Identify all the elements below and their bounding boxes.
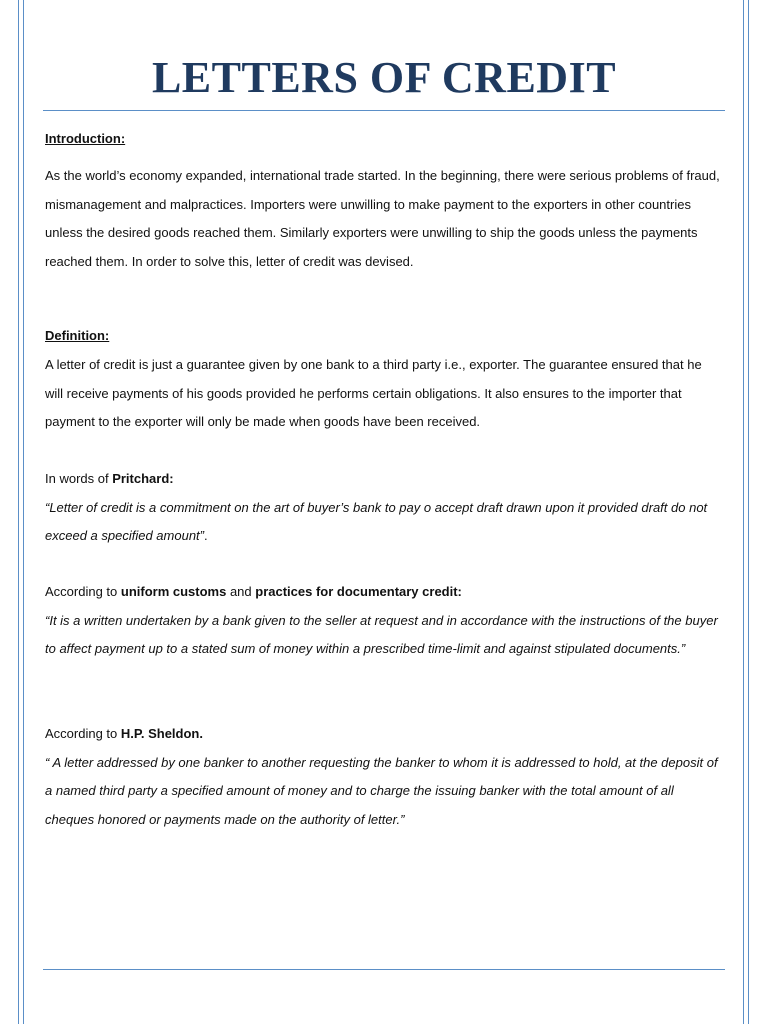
- pritchard-quote-end: .: [203, 528, 208, 543]
- pritchard-quote: “Letter of credit is a commitment on the art of buyer’s bank to pay o accept draft drawn upon it provided draft do not exceed a specified amount”: [45, 499, 708, 543]
- definition-paragraph: A letter of credit is just a guarantee given by one bank to a third party i.e., exporter. The guarantee ensured that he will receive payments of his goods provided he performs certain obligations. It also ensures to the importer that payment to the exporter will only be made when goods have been received.: [45, 357, 702, 429]
- sheldon-section: [45, 720, 721, 834]
- pritchard-intro-line: [45, 465, 721, 494]
- pritchard-section: [45, 465, 721, 551]
- ucp-quote: “It is a written undertaken by a bank given to the seller at request and in accordance with the instructions of the buyer to affect payment up to a stated sum of money within a prescribed time-limit and against stipulated documents.”: [45, 612, 718, 656]
- ucp-intro-line: [45, 578, 721, 607]
- ucp-name-practices: practices for documentary credit:: [255, 584, 462, 599]
- header-rule: [43, 110, 725, 111]
- ucp-name-uniform-customs: uniform customs: [120, 584, 227, 599]
- ucp-and: and: [226, 584, 256, 599]
- pritchard-name: Pritchard:: [112, 471, 174, 486]
- sheldon-name: H.P. Sheldon.: [120, 726, 203, 741]
- pritchard-lead: In words of: [45, 471, 113, 486]
- page-title: LETTERS OF CREDIT: [151, 53, 617, 102]
- sheldon-intro-line: [45, 720, 721, 749]
- footer-rule: [43, 969, 725, 970]
- definition-heading: Definition:: [45, 328, 110, 343]
- introduction-paragraph: As the world’s economy expanded, international trade started. In the beginning, there were serious problems of fraud, mismanagement and malpractices. Importers were unwilling to make payment to the exporters in other countries unless the desired goods reached them. Similarly exporters were unwilling to ship the goods unless the payments reached them. In order to solve this, letter of credit was devised.: [45, 168, 720, 269]
- sheldon-quote: “ A letter addressed by one banker to another requesting the banker to whom it is addressed to hold, at the deposit of a named third party a specified amount of money and to charge the issuing banker with the total amount of all cheques honored or payments made on the authority of letter.”: [45, 754, 718, 827]
- pritchard-quote-line: [45, 494, 721, 551]
- sheldon-lead: According to: [45, 726, 121, 741]
- page-border-right: [743, 0, 749, 1024]
- ucp-lead: According to: [45, 584, 121, 599]
- introduction-heading: Introduction:: [45, 131, 126, 146]
- ucp-section: [45, 578, 721, 664]
- page-border-left: [18, 0, 24, 1024]
